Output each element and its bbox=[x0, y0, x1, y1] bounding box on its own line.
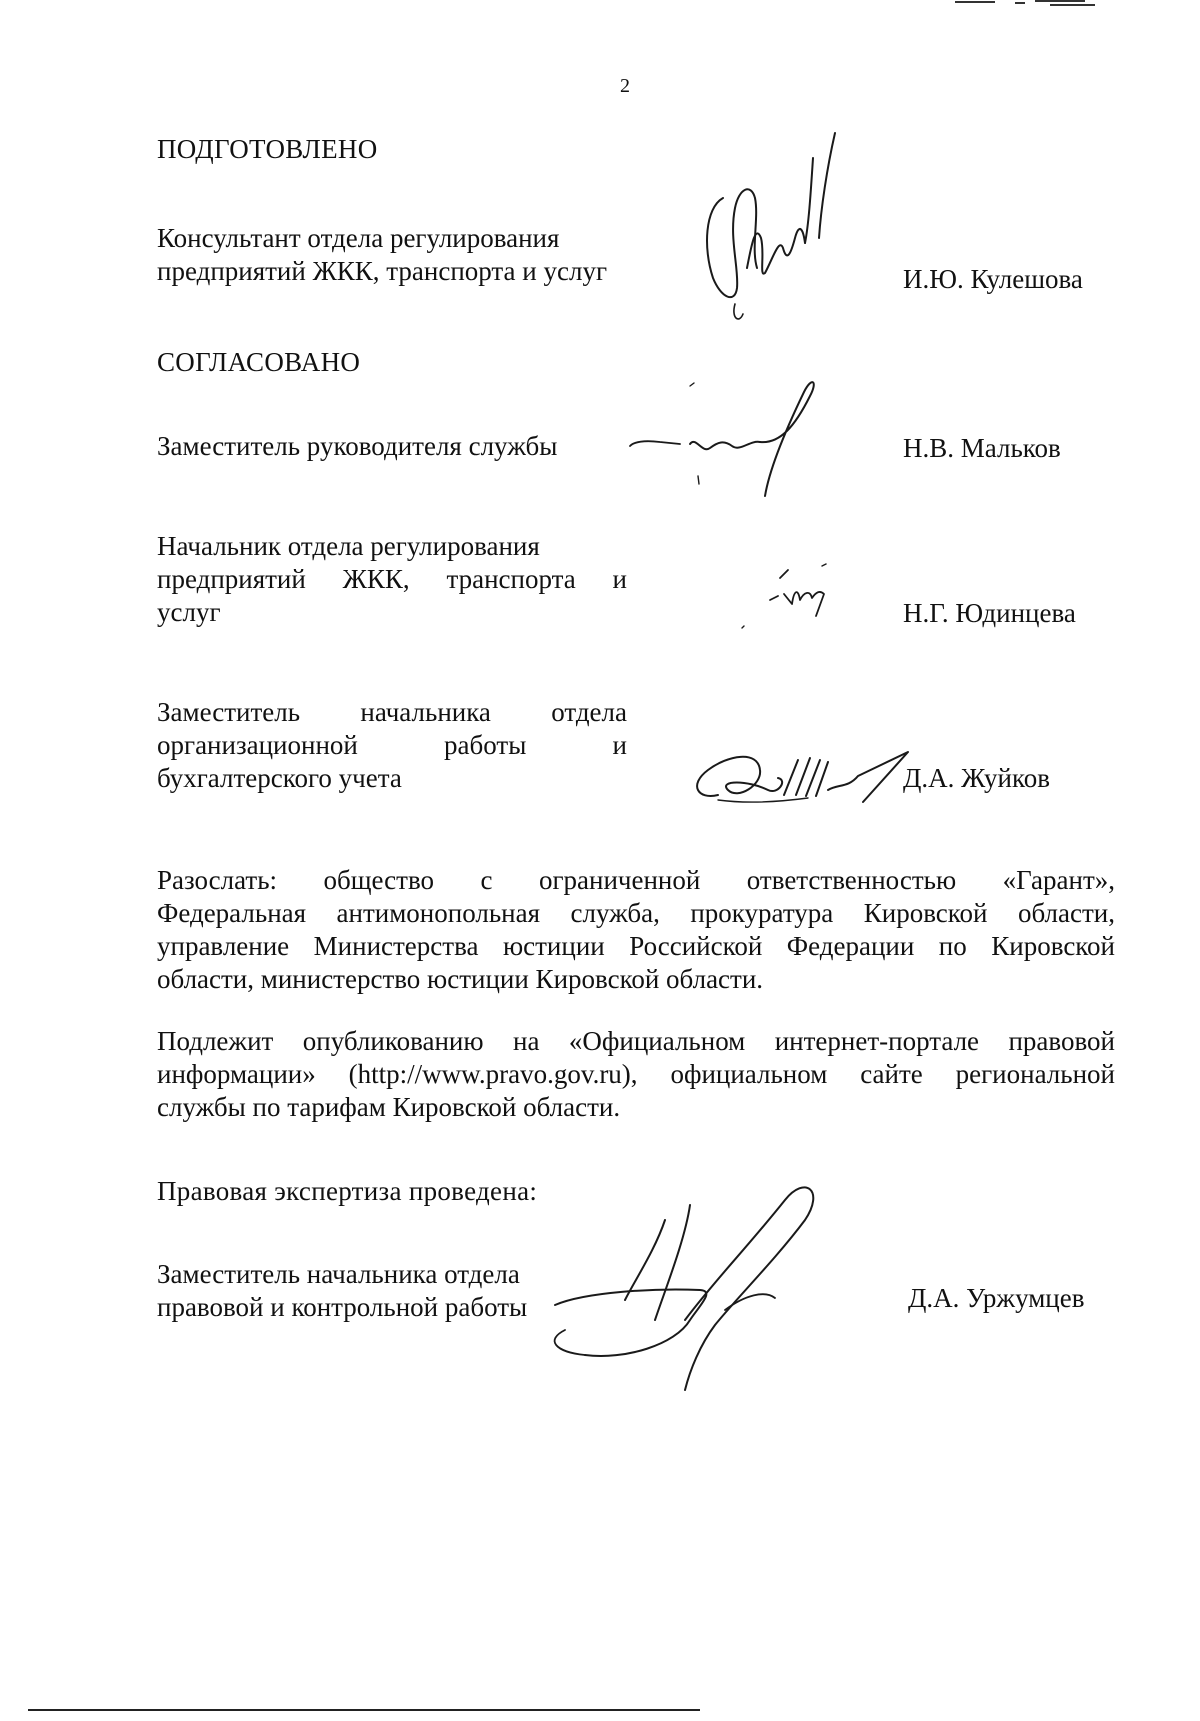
scan-artifact bbox=[955, 0, 1105, 8]
signature-zhuykov bbox=[688, 740, 913, 810]
position-line: Консультант отдела регулирования bbox=[157, 223, 560, 253]
position-line: бухгалтерского учета bbox=[157, 763, 402, 793]
legal-review-name: Д.А. Уржумцев bbox=[908, 1283, 1085, 1313]
signatory-name: Н.Г. Юдинцева bbox=[903, 598, 1076, 628]
paragraph-line: Подлежит опубликованию на «Официальном интернет-портале правовой bbox=[157, 1026, 1115, 1056]
prepared-name: И.Ю. Кулешова bbox=[903, 264, 1083, 294]
legal-review-heading: Правовая экспертиза проведена: bbox=[157, 1176, 538, 1206]
signatory-position bbox=[157, 430, 637, 463]
signatory-name: Д.А. Жуйков bbox=[903, 763, 1050, 793]
position-line: Заместитель начальника отдела bbox=[157, 1259, 520, 1289]
position-line: Заместитель начальника отдела bbox=[157, 697, 627, 727]
position-line: предприятий ЖКК, транспорта и услуг bbox=[157, 256, 608, 286]
signature-urzhumtsev bbox=[525, 1180, 865, 1400]
prepared-position bbox=[157, 222, 637, 288]
paragraph-line: информации» (http://www.pravo.gov.ru), официальном сайте региональной bbox=[157, 1059, 1115, 1089]
paragraph-line: службы по тарифам Кировской области. bbox=[157, 1092, 621, 1122]
signature-malkov bbox=[620, 376, 860, 506]
bottom-rule bbox=[28, 1709, 700, 1711]
position-line: услуг bbox=[157, 597, 221, 627]
distribution-paragraph bbox=[157, 864, 1115, 996]
position-line: Заместитель руководителя службы bbox=[157, 431, 558, 461]
position-line: организационной работы и bbox=[157, 730, 627, 760]
signature-kuleshova bbox=[695, 128, 855, 328]
position-line: Начальник отдела регулирования bbox=[157, 531, 540, 561]
position-line: правовой и контрольной работы bbox=[157, 1292, 528, 1322]
page-number: 2 bbox=[620, 75, 630, 97]
publication-paragraph bbox=[157, 1025, 1115, 1124]
signatory-position bbox=[157, 530, 627, 629]
agreed-heading: СОГЛАСОВАНО bbox=[157, 347, 361, 377]
prepared-heading: ПОДГОТОВЛЕНО bbox=[157, 134, 378, 164]
signatory-name: Н.В. Мальков bbox=[903, 433, 1061, 463]
paragraph-line: Разослать: общество с ограниченной ответственностью «Гарант», bbox=[157, 865, 1115, 895]
paragraph-line: управление Министерства юстиции Российской Федерации по Кировской bbox=[157, 931, 1115, 961]
paragraph-line: Федеральная антимонопольная служба, прокуратура Кировской области, bbox=[157, 898, 1115, 928]
position-line: предприятий ЖКК, транспорта и bbox=[157, 564, 627, 594]
signatory-position bbox=[157, 696, 627, 795]
paragraph-line: области, министерство юстиции Кировской области. bbox=[157, 964, 764, 994]
signature-yudintseva bbox=[740, 560, 850, 630]
